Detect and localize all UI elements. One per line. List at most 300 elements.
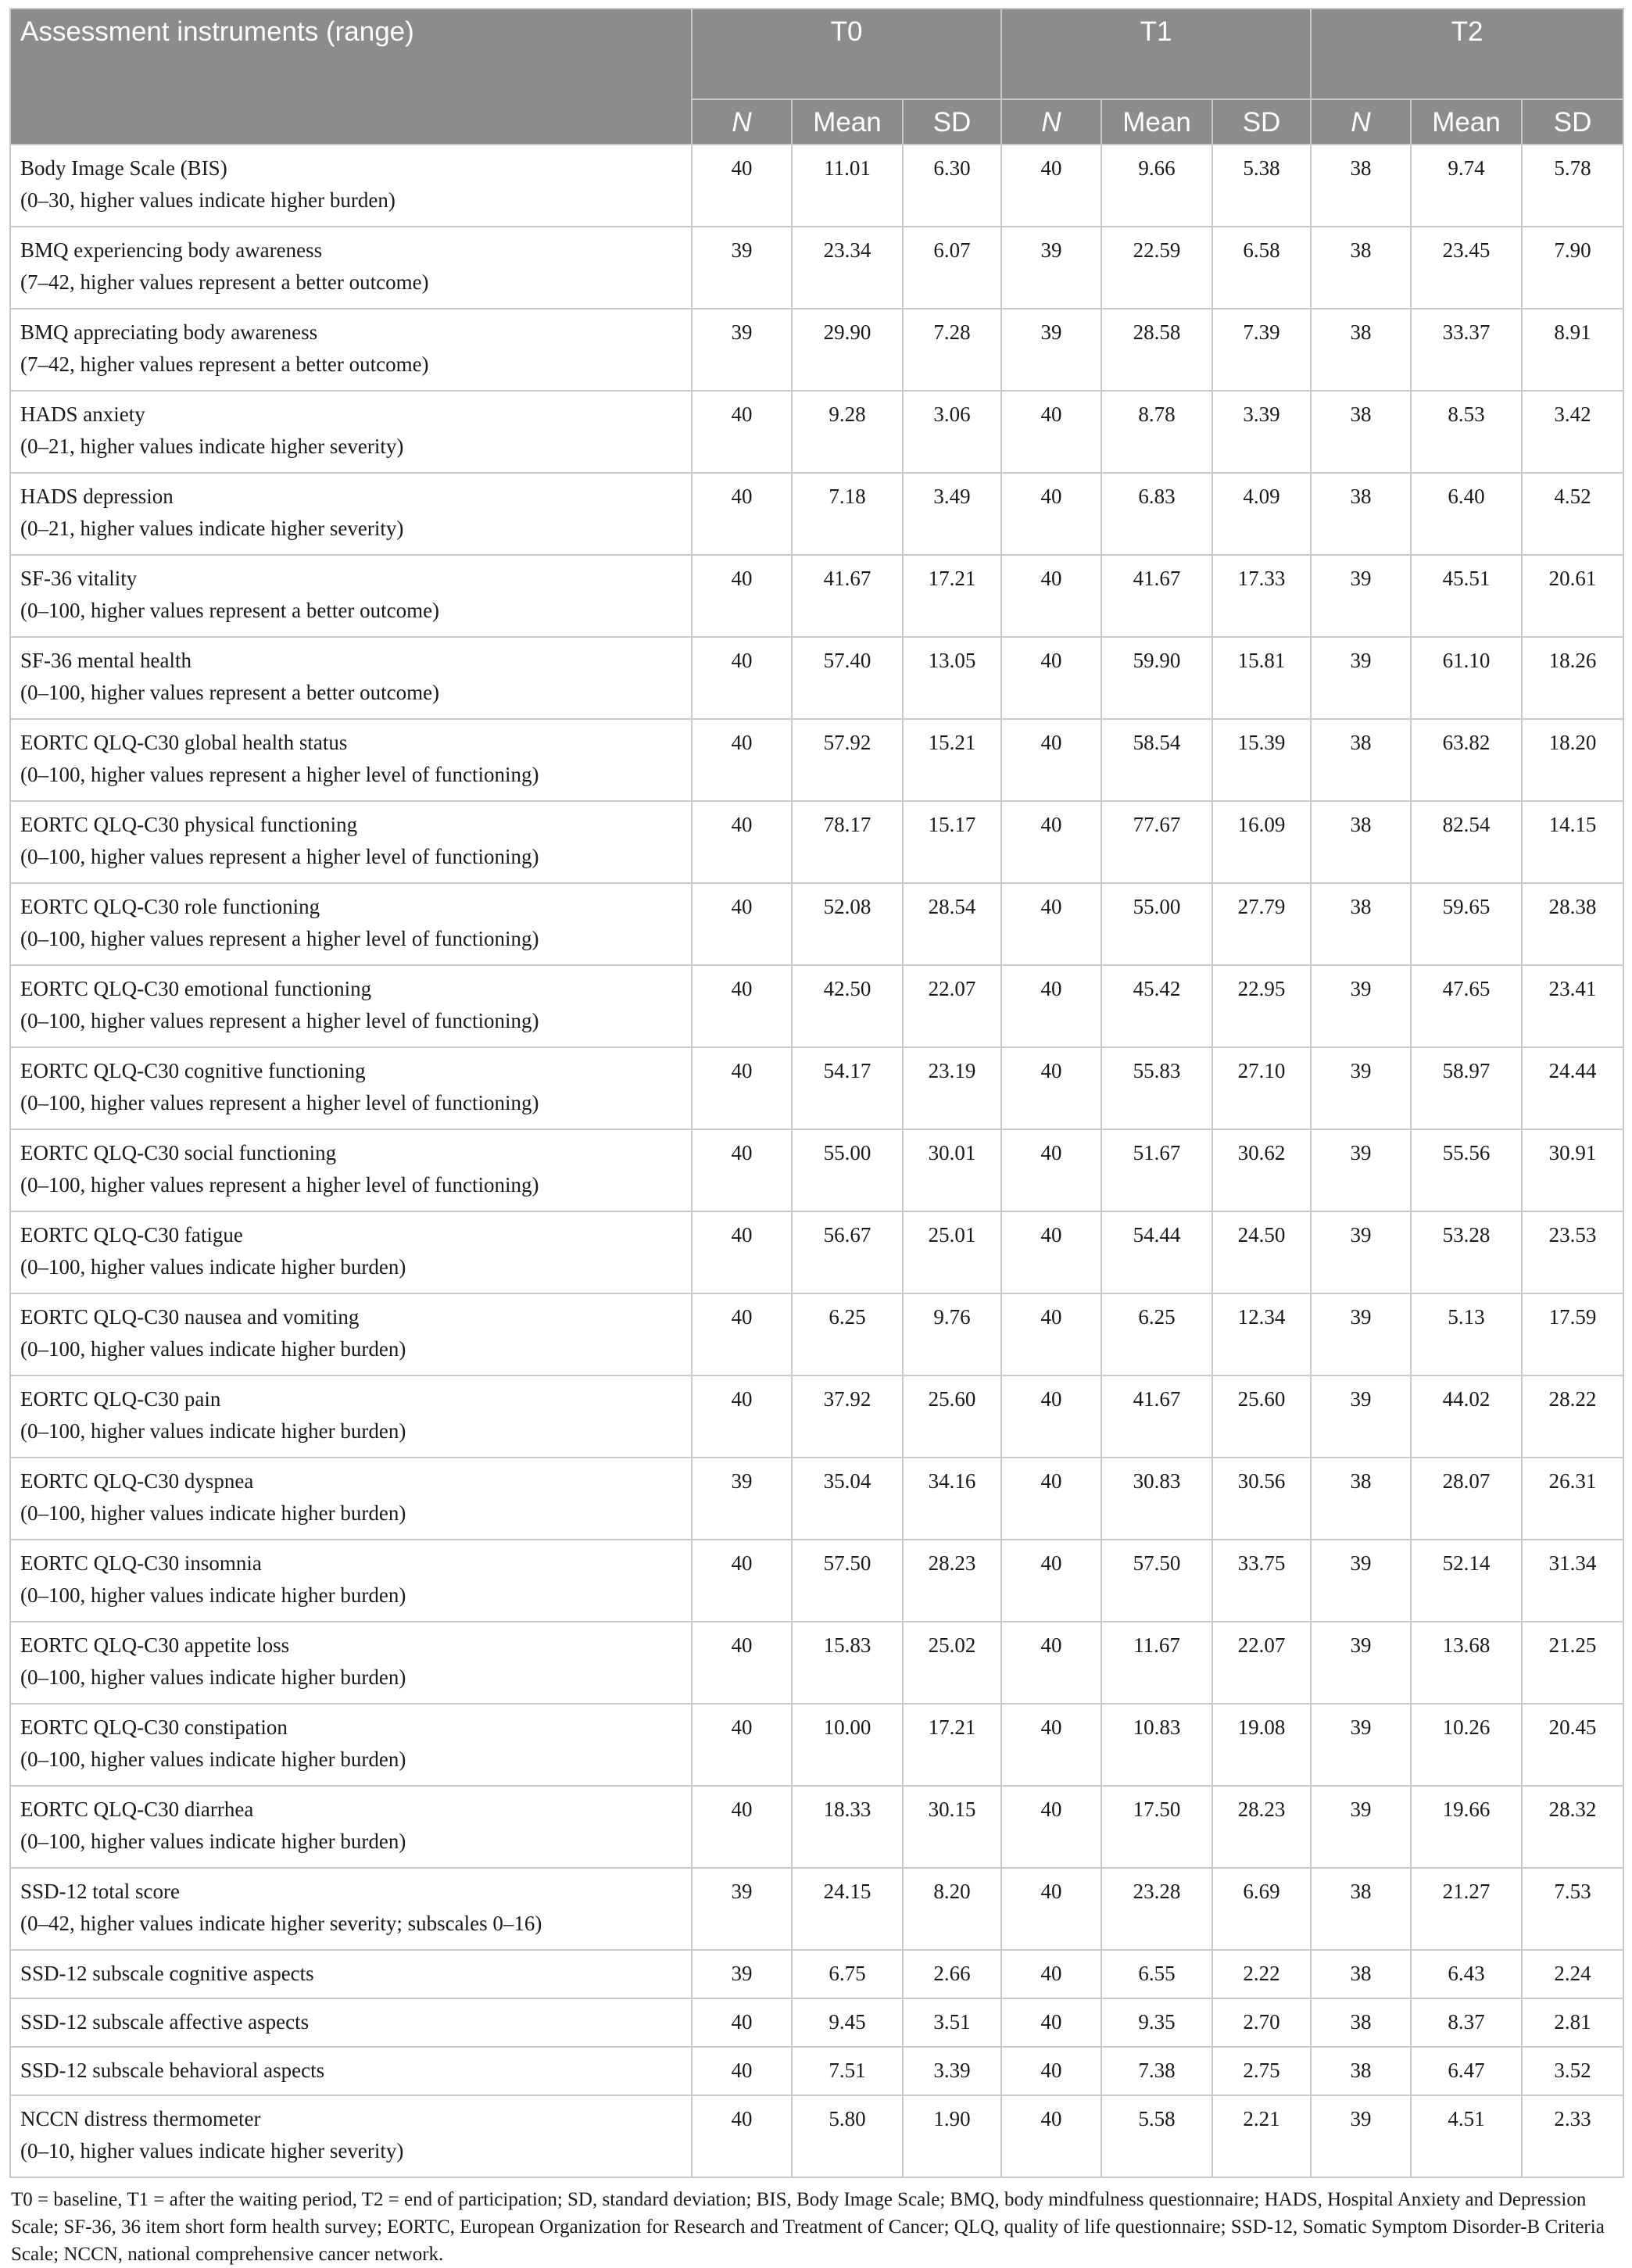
t1-n-cell: 40 xyxy=(1001,883,1101,965)
instrument-name: EORTC QLQ-C30 global health status xyxy=(20,731,348,754)
t2-n-cell: 38 xyxy=(1311,391,1411,473)
t1-sd-cell: 5.38 xyxy=(1212,145,1311,227)
t0-sd-cell: 25.01 xyxy=(903,1211,1001,1293)
t1-mean-cell: 41.67 xyxy=(1101,555,1212,637)
t0-mean-cell: 7.18 xyxy=(792,473,903,555)
table-row xyxy=(10,391,1623,473)
instrument-cell xyxy=(10,719,692,801)
instrument-range: (0–100, higher values represent a better outcome) xyxy=(20,681,440,704)
t0-mean-cell: 6.75 xyxy=(792,1950,903,1998)
t2-n-cell: 38 xyxy=(1311,1868,1411,1950)
t1-sd-cell: 15.39 xyxy=(1212,719,1311,801)
t2-sd-cell: 28.32 xyxy=(1522,1786,1623,1868)
t0-mean-cell: 15.83 xyxy=(792,1622,903,1704)
group-header-t1: T1 xyxy=(1001,9,1311,99)
t0-n-cell: 40 xyxy=(692,555,792,637)
t0-sd-cell: 17.21 xyxy=(903,555,1001,637)
t0-n-cell: 40 xyxy=(692,145,792,227)
t2-sd-cell: 23.41 xyxy=(1522,965,1623,1047)
instrument-name: EORTC QLQ-C30 fatigue xyxy=(20,1223,243,1247)
t0-n-cell: 40 xyxy=(692,2047,792,2095)
t1-sd-cell: 27.79 xyxy=(1212,883,1311,965)
t0-mean-cell: 6.25 xyxy=(792,1293,903,1375)
instrument-range: (0–100, higher values represent a higher level of functioning) xyxy=(20,1091,539,1114)
t0-n-cell: 40 xyxy=(692,473,792,555)
t2-sd-cell: 23.53 xyxy=(1522,1211,1623,1293)
t2-sd-cell: 26.31 xyxy=(1522,1458,1623,1540)
t0-mean-cell: 57.50 xyxy=(792,1540,903,1622)
t2-n-cell: 38 xyxy=(1311,227,1411,309)
table-row xyxy=(10,555,1623,637)
instrument-column-header: Assessment instruments (range) xyxy=(10,9,692,145)
t0-mean-cell: 37.92 xyxy=(792,1375,903,1458)
instrument-range: (0–100, higher values indicate higher burden) xyxy=(20,1255,406,1279)
t0-mean-cell: 9.45 xyxy=(792,1998,903,2047)
t1-mean-cell: 9.66 xyxy=(1101,145,1212,227)
t0-mean-cell: 57.92 xyxy=(792,719,903,801)
t0-sd-cell: 28.23 xyxy=(903,1540,1001,1622)
instrument-name: HADS depression xyxy=(20,485,174,508)
t2-n-cell: 38 xyxy=(1311,1998,1411,2047)
table-row xyxy=(10,1622,1623,1704)
t2-n-cell: 38 xyxy=(1311,145,1411,227)
t2-mean-cell: 13.68 xyxy=(1411,1622,1522,1704)
t0-n-cell: 40 xyxy=(692,1998,792,2047)
t0-mean-cell: 52.08 xyxy=(792,883,903,965)
table-body xyxy=(10,145,1623,2177)
t0-mean-cell: 41.67 xyxy=(792,555,903,637)
t0-mean-cell: 78.17 xyxy=(792,801,903,883)
t2-sd-cell: 4.52 xyxy=(1522,473,1623,555)
instrument-name: EORTC QLQ-C30 social functioning xyxy=(20,1141,337,1164)
t0-mean-cell: 29.90 xyxy=(792,309,903,391)
instrument-range: (0–100, higher values represent a higher level of functioning) xyxy=(20,927,539,950)
t0-sd-cell: 34.16 xyxy=(903,1458,1001,1540)
t2-n-cell: 38 xyxy=(1311,2047,1411,2095)
t1-n-cell: 40 xyxy=(1001,1458,1101,1540)
table-footnote: T0 = baseline, T1 = after the waiting period, T2 = end of participation; SD, standard deviation; BIS, Body Image Scale; BMQ, body mindfulness questionnaire; HADS, Hospital Anxiety and Depression Scale; SF-36, 36 item short form health survey; EORTC, European Organization for Research and Treatment of Cancer; QLQ, quality of life questionnaire; SSD-12, Somatic Symptom Disorder-B Criteria Scale; NCCN, national comprehensive cancer network. xyxy=(11,2189,1605,2265)
t1-mean-cell: 23.28 xyxy=(1101,1868,1212,1950)
instrument-name: SSD-12 total score xyxy=(20,1880,180,1903)
instrument-cell xyxy=(10,145,692,227)
t1-sd-cell: 2.75 xyxy=(1212,2047,1311,2095)
t0-n-cell: 40 xyxy=(692,801,792,883)
t2-mean-cell: 6.47 xyxy=(1411,2047,1522,2095)
t1-n-cell: 40 xyxy=(1001,1868,1101,1950)
t2-n-cell: 39 xyxy=(1311,2095,1411,2177)
t2-n-cell: 39 xyxy=(1311,1622,1411,1704)
t0-mean-cell: 7.51 xyxy=(792,2047,903,2095)
instrument-name: BMQ appreciating body awareness xyxy=(20,320,318,344)
t0-mean-cell: 54.17 xyxy=(792,1047,903,1129)
t1-sd-cell: 6.58 xyxy=(1212,227,1311,309)
t2-mean-cell: 23.45 xyxy=(1411,227,1522,309)
t1-sd-cell: 15.81 xyxy=(1212,637,1311,719)
instrument-cell xyxy=(10,1129,692,1211)
subheader-mean: Mean xyxy=(1101,99,1212,145)
t2-mean-cell: 33.37 xyxy=(1411,309,1522,391)
table-row xyxy=(10,965,1623,1047)
t1-sd-cell: 17.33 xyxy=(1212,555,1311,637)
group-header-t2: T2 xyxy=(1311,9,1623,99)
t1-mean-cell: 77.67 xyxy=(1101,801,1212,883)
t2-sd-cell: 2.24 xyxy=(1522,1950,1623,1998)
instrument-range: (0–100, higher values indicate higher burden) xyxy=(20,1583,406,1607)
t2-mean-cell: 44.02 xyxy=(1411,1375,1522,1458)
t0-sd-cell: 3.39 xyxy=(903,2047,1001,2095)
t0-n-cell: 39 xyxy=(692,1458,792,1540)
t0-n-cell: 40 xyxy=(692,1211,792,1293)
t2-mean-cell: 5.13 xyxy=(1411,1293,1522,1375)
table-row xyxy=(10,1998,1623,2047)
instrument-cell xyxy=(10,1704,692,1786)
t2-n-cell: 38 xyxy=(1311,719,1411,801)
subheader-n: N xyxy=(1001,99,1101,145)
t1-mean-cell: 6.55 xyxy=(1101,1950,1212,1998)
instrument-range: (0–21, higher values indicate higher severity) xyxy=(20,517,404,540)
t2-n-cell: 38 xyxy=(1311,1458,1411,1540)
t0-mean-cell: 18.33 xyxy=(792,1786,903,1868)
t1-n-cell: 40 xyxy=(1001,1540,1101,1622)
t0-mean-cell: 10.00 xyxy=(792,1704,903,1786)
t1-mean-cell: 59.90 xyxy=(1101,637,1212,719)
instrument-range: (0–100, higher values represent a higher level of functioning) xyxy=(20,1009,539,1032)
t2-n-cell: 39 xyxy=(1311,637,1411,719)
t2-mean-cell: 28.07 xyxy=(1411,1458,1522,1540)
t0-n-cell: 40 xyxy=(692,391,792,473)
t1-n-cell: 40 xyxy=(1001,719,1101,801)
instrument-range: (0–30, higher values indicate higher burden) xyxy=(20,188,395,212)
instrument-cell xyxy=(10,965,692,1047)
t2-n-cell: 39 xyxy=(1311,1129,1411,1211)
instrument-name: EORTC QLQ-C30 dyspnea xyxy=(20,1469,254,1493)
table-row xyxy=(10,227,1623,309)
table-row xyxy=(10,2047,1623,2095)
t1-mean-cell: 45.42 xyxy=(1101,965,1212,1047)
t0-sd-cell: 6.07 xyxy=(903,227,1001,309)
instrument-range: (0–100, higher values represent a higher level of functioning) xyxy=(20,763,539,786)
table-row xyxy=(10,2095,1623,2177)
t1-n-cell: 40 xyxy=(1001,1704,1101,1786)
instrument-cell xyxy=(10,227,692,309)
t0-sd-cell: 8.20 xyxy=(903,1868,1001,1950)
table-row xyxy=(10,1293,1623,1375)
instrument-name: EORTC QLQ-C30 diarrhea xyxy=(20,1798,254,1821)
instrument-name: EORTC QLQ-C30 physical functioning xyxy=(20,813,358,836)
assessment-table xyxy=(9,8,1624,2178)
t1-mean-cell: 10.83 xyxy=(1101,1704,1212,1786)
t2-sd-cell: 7.53 xyxy=(1522,1868,1623,1950)
t2-sd-cell: 24.44 xyxy=(1522,1047,1623,1129)
t0-mean-cell: 55.00 xyxy=(792,1129,903,1211)
t2-sd-cell: 8.91 xyxy=(1522,309,1623,391)
instrument-cell xyxy=(10,1211,692,1293)
instrument-cell xyxy=(10,1998,692,2047)
instrument-range: (0–100, higher values represent a higher level of functioning) xyxy=(20,845,539,868)
t0-sd-cell: 1.90 xyxy=(903,2095,1001,2177)
t1-sd-cell: 2.21 xyxy=(1212,2095,1311,2177)
instrument-name: SSD-12 subscale cognitive aspects xyxy=(20,1962,314,1985)
t1-sd-cell: 22.95 xyxy=(1212,965,1311,1047)
t0-sd-cell: 30.15 xyxy=(903,1786,1001,1868)
t0-sd-cell: 22.07 xyxy=(903,965,1001,1047)
t2-mean-cell: 82.54 xyxy=(1411,801,1522,883)
t0-sd-cell: 7.28 xyxy=(903,309,1001,391)
t2-n-cell: 39 xyxy=(1311,1047,1411,1129)
t0-mean-cell: 11.01 xyxy=(792,145,903,227)
instrument-range: (0–100, higher values indicate higher burden) xyxy=(20,1830,406,1853)
t2-mean-cell: 59.65 xyxy=(1411,883,1522,965)
subheader-n: N xyxy=(692,99,792,145)
t0-n-cell: 40 xyxy=(692,719,792,801)
t0-n-cell: 39 xyxy=(692,1950,792,1998)
instrument-range: (0–10, higher values indicate higher severity) xyxy=(20,2139,404,2162)
t0-n-cell: 40 xyxy=(692,637,792,719)
instrument-range: (0–100, higher values indicate higher burden) xyxy=(20,1419,406,1443)
t1-n-cell: 40 xyxy=(1001,965,1101,1047)
instrument-cell xyxy=(10,1047,692,1129)
instrument-name: EORTC QLQ-C30 nausea and vomiting xyxy=(20,1305,360,1329)
instrument-name: EORTC QLQ-C30 insomnia xyxy=(20,1551,262,1575)
t0-sd-cell: 15.21 xyxy=(903,719,1001,801)
t0-sd-cell: 17.21 xyxy=(903,1704,1001,1786)
instrument-cell xyxy=(10,473,692,555)
t0-sd-cell: 15.17 xyxy=(903,801,1001,883)
t2-mean-cell: 47.65 xyxy=(1411,965,1522,1047)
t1-n-cell: 40 xyxy=(1001,801,1101,883)
t1-sd-cell: 33.75 xyxy=(1212,1540,1311,1622)
t2-mean-cell: 4.51 xyxy=(1411,2095,1522,2177)
t0-sd-cell: 25.02 xyxy=(903,1622,1001,1704)
table-row xyxy=(10,145,1623,227)
t2-sd-cell: 3.42 xyxy=(1522,391,1623,473)
t1-n-cell: 40 xyxy=(1001,1375,1101,1458)
t1-mean-cell: 57.50 xyxy=(1101,1540,1212,1622)
t1-sd-cell: 27.10 xyxy=(1212,1047,1311,1129)
instrument-cell xyxy=(10,1950,692,1998)
subheader-mean: Mean xyxy=(792,99,903,145)
table-header xyxy=(10,9,1623,145)
instrument-cell xyxy=(10,801,692,883)
t1-sd-cell: 19.08 xyxy=(1212,1704,1311,1786)
t0-n-cell: 40 xyxy=(692,1704,792,1786)
t1-mean-cell: 58.54 xyxy=(1101,719,1212,801)
instrument-range: (7–42, higher values represent a better outcome) xyxy=(20,270,429,294)
t1-mean-cell: 41.67 xyxy=(1101,1375,1212,1458)
instrument-range: (7–42, higher values represent a better outcome) xyxy=(20,352,429,376)
t2-sd-cell: 18.26 xyxy=(1522,637,1623,719)
t1-sd-cell: 3.39 xyxy=(1212,391,1311,473)
instrument-name: EORTC QLQ-C30 role functioning xyxy=(20,895,320,918)
t2-sd-cell: 20.61 xyxy=(1522,555,1623,637)
t0-n-cell: 40 xyxy=(692,1375,792,1458)
t1-sd-cell: 28.23 xyxy=(1212,1786,1311,1868)
table-row xyxy=(10,1868,1623,1950)
t0-mean-cell: 24.15 xyxy=(792,1868,903,1950)
instrument-range: (0–42, higher values indicate higher severity; subscales 0–16) xyxy=(20,1912,542,1935)
t2-mean-cell: 53.28 xyxy=(1411,1211,1522,1293)
t1-sd-cell: 4.09 xyxy=(1212,473,1311,555)
t2-n-cell: 39 xyxy=(1311,1211,1411,1293)
instrument-range: (0–100, higher values indicate higher burden) xyxy=(20,1337,406,1361)
t1-mean-cell: 9.35 xyxy=(1101,1998,1212,2047)
subheader-mean: Mean xyxy=(1411,99,1522,145)
t2-mean-cell: 21.27 xyxy=(1411,1868,1522,1950)
t1-n-cell: 39 xyxy=(1001,309,1101,391)
t2-sd-cell: 7.90 xyxy=(1522,227,1623,309)
t2-mean-cell: 8.37 xyxy=(1411,1998,1522,2047)
t0-sd-cell: 28.54 xyxy=(903,883,1001,965)
instrument-range: (0–100, higher values represent a higher level of functioning) xyxy=(20,1173,539,1197)
t2-sd-cell: 28.38 xyxy=(1522,883,1623,965)
instrument-cell xyxy=(10,2095,692,2177)
t2-sd-cell: 21.25 xyxy=(1522,1622,1623,1704)
t0-mean-cell: 35.04 xyxy=(792,1458,903,1540)
t0-sd-cell: 25.60 xyxy=(903,1375,1001,1458)
instrument-cell xyxy=(10,1540,692,1622)
results-table-document xyxy=(9,8,1623,2268)
t1-n-cell: 40 xyxy=(1001,1129,1101,1211)
t1-sd-cell: 6.69 xyxy=(1212,1868,1311,1950)
t2-sd-cell: 5.78 xyxy=(1522,145,1623,227)
t2-n-cell: 39 xyxy=(1311,1540,1411,1622)
t0-n-cell: 39 xyxy=(692,227,792,309)
instrument-name: SSD-12 subscale behavioral aspects xyxy=(20,2059,325,2082)
t1-sd-cell: 16.09 xyxy=(1212,801,1311,883)
table-row xyxy=(10,883,1623,965)
t0-n-cell: 40 xyxy=(692,883,792,965)
instrument-cell xyxy=(10,637,692,719)
instrument-range: (0–21, higher values indicate higher severity) xyxy=(20,435,404,458)
t1-n-cell: 40 xyxy=(1001,1998,1101,2047)
t1-n-cell: 40 xyxy=(1001,145,1101,227)
t1-mean-cell: 11.67 xyxy=(1101,1622,1212,1704)
t2-mean-cell: 9.74 xyxy=(1411,145,1522,227)
t1-mean-cell: 28.58 xyxy=(1101,309,1212,391)
table-row xyxy=(10,1704,1623,1786)
t1-sd-cell: 30.62 xyxy=(1212,1129,1311,1211)
table-row xyxy=(10,1129,1623,1211)
t1-n-cell: 40 xyxy=(1001,1786,1101,1868)
t2-mean-cell: 6.43 xyxy=(1411,1950,1522,1998)
t1-n-cell: 40 xyxy=(1001,637,1101,719)
table-row xyxy=(10,1786,1623,1868)
table-row xyxy=(10,309,1623,391)
subheader-sd: SD xyxy=(1212,99,1311,145)
t2-sd-cell: 30.91 xyxy=(1522,1129,1623,1211)
t0-mean-cell: 42.50 xyxy=(792,965,903,1047)
t0-n-cell: 39 xyxy=(692,1868,792,1950)
t1-mean-cell: 22.59 xyxy=(1101,227,1212,309)
t0-n-cell: 40 xyxy=(692,1293,792,1375)
t0-n-cell: 40 xyxy=(692,1622,792,1704)
t1-mean-cell: 7.38 xyxy=(1101,2047,1212,2095)
t0-sd-cell: 30.01 xyxy=(903,1129,1001,1211)
t1-n-cell: 40 xyxy=(1001,1293,1101,1375)
instrument-name: NCCN distress thermometer xyxy=(20,2107,261,2130)
instrument-name: EORTC QLQ-C30 appetite loss xyxy=(20,1633,290,1657)
t0-sd-cell: 3.06 xyxy=(903,391,1001,473)
t0-sd-cell: 2.66 xyxy=(903,1950,1001,1998)
instrument-cell xyxy=(10,555,692,637)
t2-sd-cell: 18.20 xyxy=(1522,719,1623,801)
instrument-cell xyxy=(10,1868,692,1950)
t2-n-cell: 39 xyxy=(1311,555,1411,637)
t0-n-cell: 40 xyxy=(692,2095,792,2177)
table-row xyxy=(10,1375,1623,1458)
instrument-range: (0–100, higher values indicate higher burden) xyxy=(20,1665,406,1689)
t1-n-cell: 40 xyxy=(1001,2047,1101,2095)
t0-mean-cell: 56.67 xyxy=(792,1211,903,1293)
table-row xyxy=(10,1540,1623,1622)
t1-sd-cell: 2.22 xyxy=(1212,1950,1311,1998)
t1-n-cell: 40 xyxy=(1001,555,1101,637)
t1-n-cell: 39 xyxy=(1001,227,1101,309)
header-group-row xyxy=(10,9,1623,99)
instrument-range: (0–100, higher values indicate higher burden) xyxy=(20,1501,406,1525)
t0-sd-cell: 3.49 xyxy=(903,473,1001,555)
instrument-name: SF-36 vitality xyxy=(20,567,138,590)
t2-mean-cell: 6.40 xyxy=(1411,473,1522,555)
table-row xyxy=(10,1458,1623,1540)
t1-mean-cell: 54.44 xyxy=(1101,1211,1212,1293)
t1-sd-cell: 25.60 xyxy=(1212,1375,1311,1458)
t1-mean-cell: 55.00 xyxy=(1101,883,1212,965)
t0-mean-cell: 5.80 xyxy=(792,2095,903,2177)
instrument-cell xyxy=(10,309,692,391)
t2-sd-cell: 17.59 xyxy=(1522,1293,1623,1375)
t0-n-cell: 40 xyxy=(692,1129,792,1211)
t1-n-cell: 40 xyxy=(1001,2095,1101,2177)
t2-n-cell: 38 xyxy=(1311,883,1411,965)
t0-n-cell: 40 xyxy=(692,965,792,1047)
t2-n-cell: 39 xyxy=(1311,1786,1411,1868)
t1-sd-cell: 12.34 xyxy=(1212,1293,1311,1375)
t0-sd-cell: 9.76 xyxy=(903,1293,1001,1375)
instrument-cell xyxy=(10,1375,692,1458)
t2-n-cell: 38 xyxy=(1311,309,1411,391)
instrument-name: BMQ experiencing body awareness xyxy=(20,238,323,262)
instrument-name: SF-36 mental health xyxy=(20,649,191,672)
instrument-cell xyxy=(10,391,692,473)
t0-n-cell: 39 xyxy=(692,309,792,391)
table-row xyxy=(10,637,1623,719)
table-row xyxy=(10,1950,1623,1998)
instrument-range: (0–100, higher values indicate higher burden) xyxy=(20,1748,406,1771)
t1-n-cell: 40 xyxy=(1001,1047,1101,1129)
t1-n-cell: 40 xyxy=(1001,391,1101,473)
t2-mean-cell: 55.56 xyxy=(1411,1129,1522,1211)
subheader-sd: SD xyxy=(903,99,1001,145)
t2-sd-cell: 20.45 xyxy=(1522,1704,1623,1786)
table-row xyxy=(10,1047,1623,1129)
t2-mean-cell: 10.26 xyxy=(1411,1704,1522,1786)
t2-sd-cell: 2.81 xyxy=(1522,1998,1623,2047)
group-header-t0: T0 xyxy=(692,9,1001,99)
t0-sd-cell: 13.05 xyxy=(903,637,1001,719)
t0-mean-cell: 23.34 xyxy=(792,227,903,309)
table-row xyxy=(10,473,1623,555)
t1-n-cell: 40 xyxy=(1001,1622,1101,1704)
t0-n-cell: 40 xyxy=(692,1540,792,1622)
instrument-cell xyxy=(10,1293,692,1375)
t1-n-cell: 40 xyxy=(1001,1211,1101,1293)
instrument-cell xyxy=(10,1458,692,1540)
t1-mean-cell: 55.83 xyxy=(1101,1047,1212,1129)
t1-n-cell: 40 xyxy=(1001,473,1101,555)
t1-mean-cell: 5.58 xyxy=(1101,2095,1212,2177)
subheader-n: N xyxy=(1311,99,1411,145)
